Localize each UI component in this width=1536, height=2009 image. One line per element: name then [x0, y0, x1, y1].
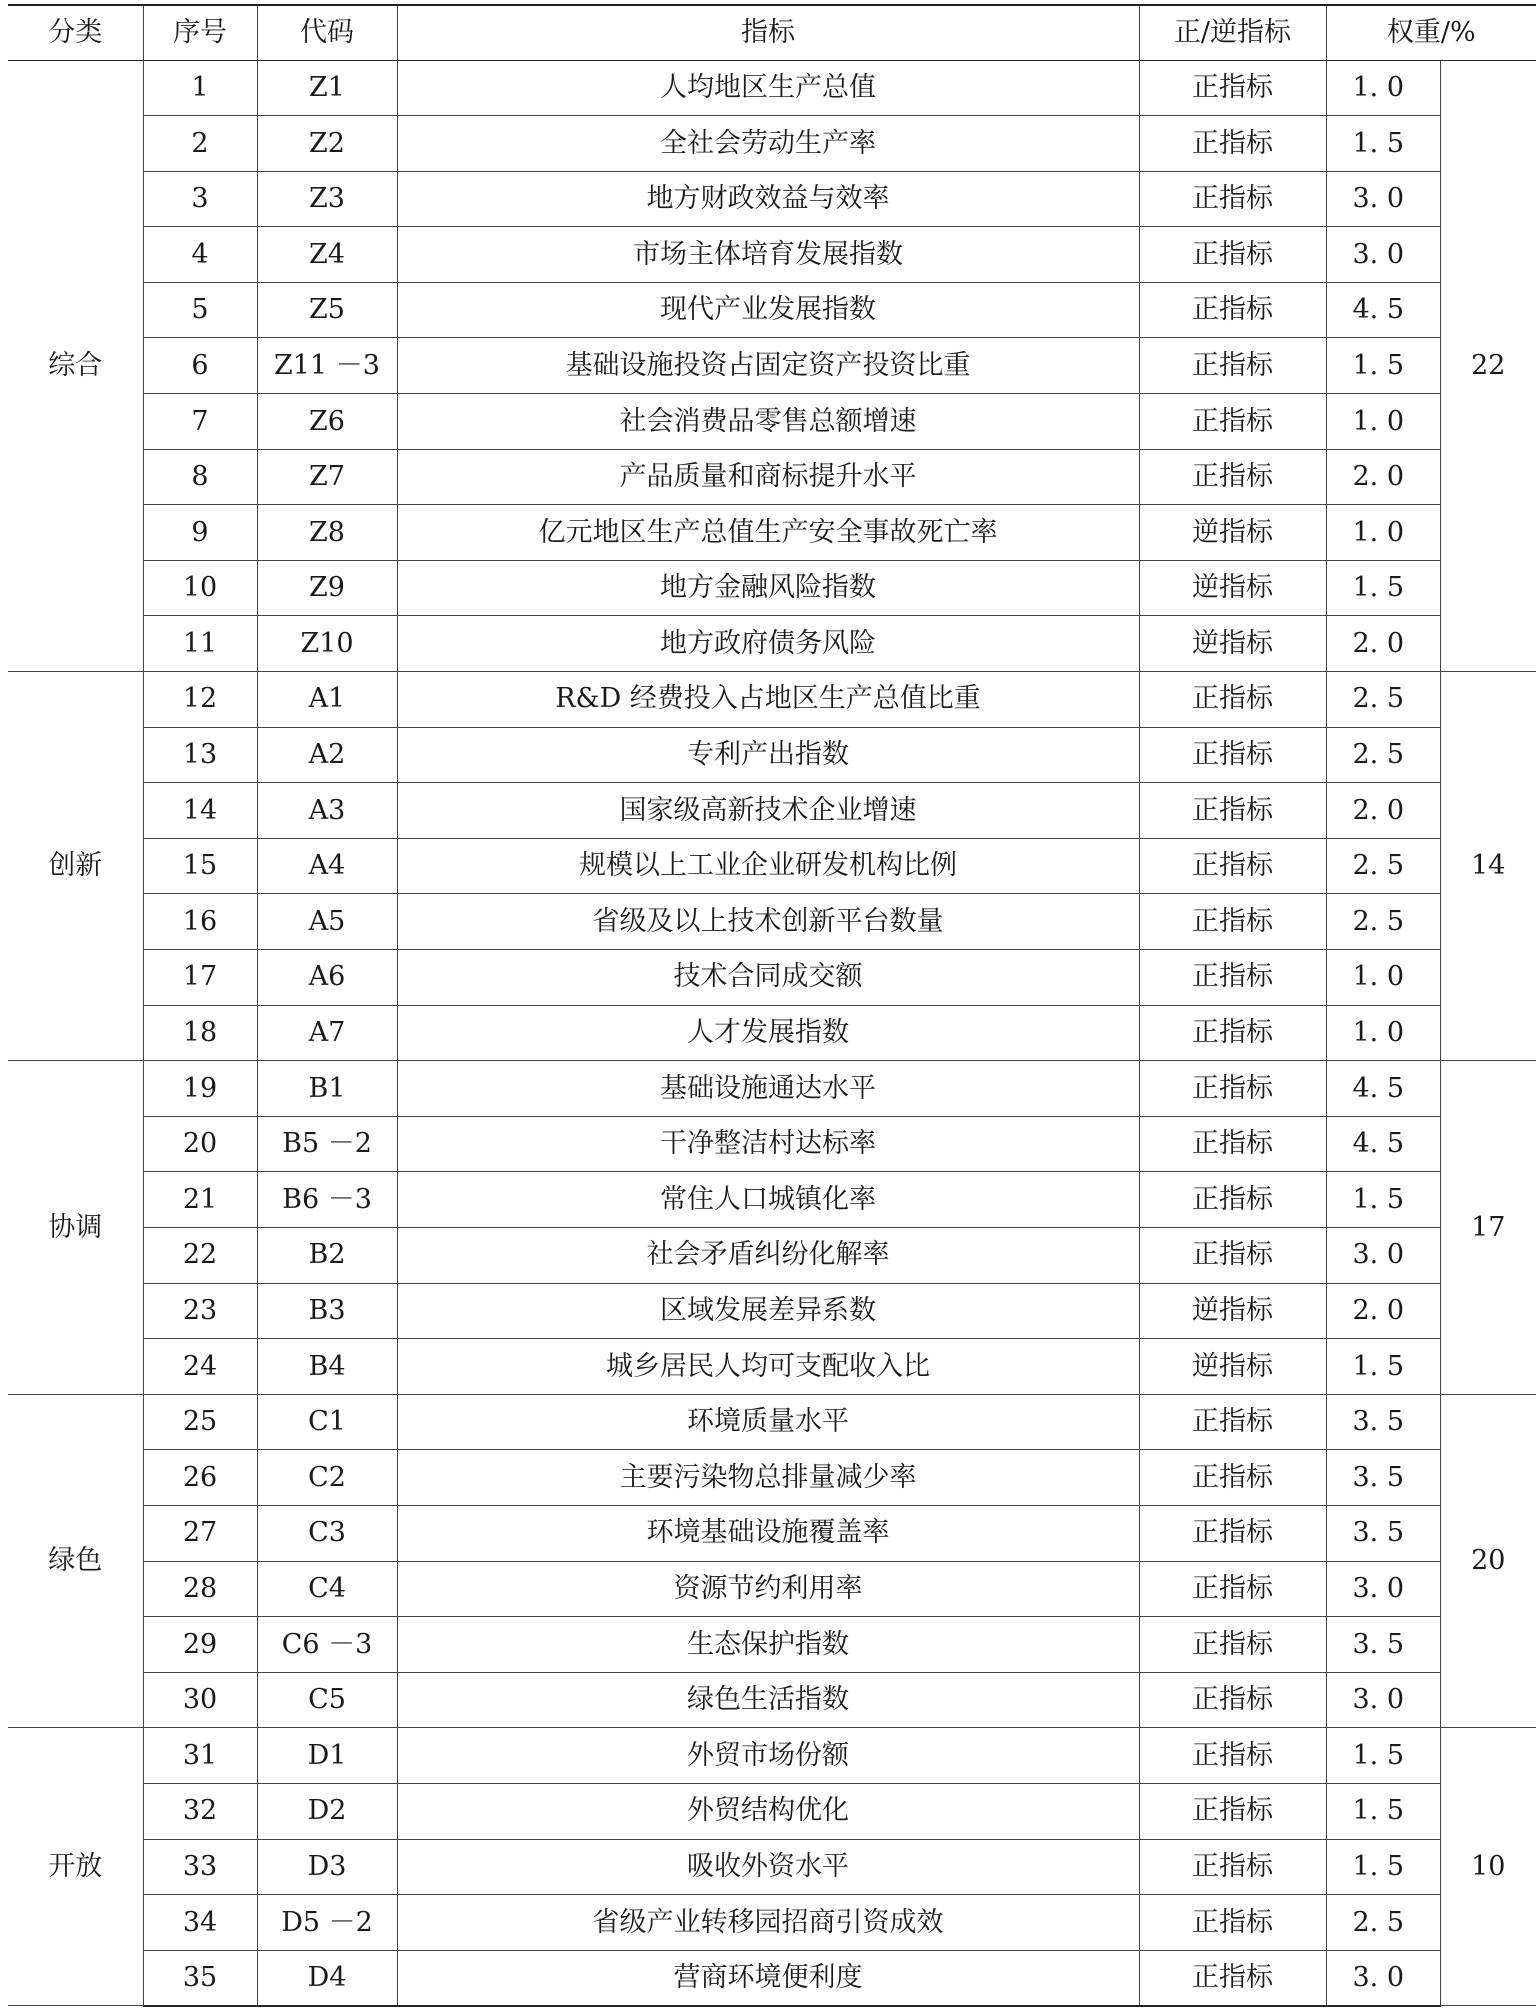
header-weight: 权重/%: [1326, 5, 1536, 60]
direction-cell: 正指标: [1139, 1116, 1326, 1172]
direction-cell: 正指标: [1139, 1617, 1326, 1673]
header-code: 代码: [257, 5, 397, 60]
indicator-name-cell: 区域发展差异系数: [397, 1283, 1139, 1339]
table-row: [8, 505, 1536, 561]
indicator-name-cell: 国家级高新技术企业增速: [397, 783, 1139, 839]
direction-cell: 正指标: [1139, 116, 1326, 172]
header-direction: 正/逆指标: [1139, 5, 1326, 60]
index-cell: 12: [143, 672, 257, 728]
direction-cell: 正指标: [1139, 1505, 1326, 1561]
weight-cell: 2. 0: [1326, 1283, 1440, 1339]
table-row: [8, 1839, 1536, 1895]
index-cell: 35: [143, 1950, 257, 2006]
code-cell: Z3: [257, 171, 397, 227]
index-cell: 16: [143, 894, 257, 950]
index-cell: 29: [143, 1617, 257, 1673]
code-cell: Z9: [257, 560, 397, 616]
index-cell: 23: [143, 1283, 257, 1339]
index-cell: 27: [143, 1505, 257, 1561]
index-cell: 26: [143, 1450, 257, 1506]
weight-cell: 4. 5: [1326, 282, 1440, 338]
code-cell: C6 －3: [257, 1617, 397, 1673]
weight-cell: 1. 5: [1326, 560, 1440, 616]
indicator-name-cell: 社会矛盾纠纷化解率: [397, 1227, 1139, 1283]
code-cell: Z1: [257, 60, 397, 116]
code-cell: Z5: [257, 282, 397, 338]
direction-cell: 正指标: [1139, 1005, 1326, 1061]
category-total-cell: 17: [1440, 1061, 1536, 1395]
category-total-cell: 14: [1440, 672, 1536, 1061]
direction-cell: 正指标: [1139, 282, 1326, 338]
table-row: [8, 1227, 1536, 1283]
indicator-name-cell: 市场主体培育发展指数: [397, 227, 1139, 283]
index-cell: 21: [143, 1172, 257, 1228]
weight-cell: 2. 5: [1326, 894, 1440, 950]
indicator-name-cell: 资源节约利用率: [397, 1561, 1139, 1617]
category-total-cell: 20: [1440, 1394, 1536, 1728]
direction-cell: 正指标: [1139, 171, 1326, 227]
table-row: [8, 783, 1536, 839]
direction-cell: 正指标: [1139, 1728, 1326, 1784]
indicator-name-cell: 环境基础设施覆盖率: [397, 1505, 1139, 1561]
table-row: [8, 838, 1536, 894]
category-cell: 绿色: [8, 1394, 143, 1728]
indicator-name-cell: 主要污染物总排量减少率: [397, 1450, 1139, 1506]
indicator-name-cell: 干净整洁村达标率: [397, 1116, 1139, 1172]
weight-cell: 1. 0: [1326, 394, 1440, 450]
weight-cell: 4. 5: [1326, 1116, 1440, 1172]
indicator-name-cell: 规模以上工业企业研发机构比例: [397, 838, 1139, 894]
indicator-name-cell: 营商环境便利度: [397, 1950, 1139, 2006]
weight-cell: 4. 5: [1326, 1061, 1440, 1117]
table-row: [8, 1061, 1536, 1117]
table-row: [8, 1895, 1536, 1951]
table-row: [8, 1283, 1536, 1339]
indicator-name-cell: 社会消费品零售总额增速: [397, 394, 1139, 450]
weight-cell: 3. 0: [1326, 1561, 1440, 1617]
weight-cell: 1. 5: [1326, 116, 1440, 172]
code-cell: B6 －3: [257, 1172, 397, 1228]
index-cell: 32: [143, 1783, 257, 1839]
weight-cell: 1. 5: [1326, 1839, 1440, 1895]
code-cell: Z8: [257, 505, 397, 561]
indicator-name-cell: 外贸市场份额: [397, 1728, 1139, 1784]
direction-cell: 正指标: [1139, 1950, 1326, 2006]
weight-cell: 2. 5: [1326, 1895, 1440, 1951]
direction-cell: 逆指标: [1139, 505, 1326, 561]
table-row: [8, 282, 1536, 338]
weight-cell: 1. 5: [1326, 1172, 1440, 1228]
index-cell: 6: [143, 338, 257, 394]
direction-cell: 逆指标: [1139, 1283, 1326, 1339]
direction-cell: 正指标: [1139, 227, 1326, 283]
weight-cell: 3. 5: [1326, 1394, 1440, 1450]
code-cell: A5: [257, 894, 397, 950]
index-cell: 31: [143, 1728, 257, 1784]
direction-cell: 正指标: [1139, 783, 1326, 839]
code-cell: D5 －2: [257, 1895, 397, 1951]
header-row: [8, 5, 1536, 60]
weight-cell: 3. 5: [1326, 1617, 1440, 1673]
index-cell: 7: [143, 394, 257, 450]
category-cell: 协调: [8, 1061, 143, 1395]
table-row: [8, 449, 1536, 505]
table-row: [8, 672, 1536, 728]
direction-cell: 正指标: [1139, 60, 1326, 116]
index-cell: 3: [143, 171, 257, 227]
table-row: [8, 1561, 1536, 1617]
direction-cell: 正指标: [1139, 1450, 1326, 1506]
weight-cell: 3. 5: [1326, 1505, 1440, 1561]
table-row: [8, 1172, 1536, 1228]
header-indicator: 指标: [397, 5, 1139, 60]
table-row: [8, 1005, 1536, 1061]
code-cell: Z6: [257, 394, 397, 450]
direction-cell: 正指标: [1139, 1672, 1326, 1728]
weight-cell: 3. 0: [1326, 227, 1440, 283]
direction-cell: 正指标: [1139, 838, 1326, 894]
indicator-table: [8, 4, 1536, 2007]
indicator-name-cell: 环境质量水平: [397, 1394, 1139, 1450]
weight-cell: 2. 5: [1326, 672, 1440, 728]
table-row: [8, 116, 1536, 172]
header-index: 序号: [143, 5, 257, 60]
weight-cell: 1. 0: [1326, 60, 1440, 116]
weight-cell: 3. 0: [1326, 1227, 1440, 1283]
direction-cell: 正指标: [1139, 672, 1326, 728]
weight-cell: 3. 0: [1326, 1950, 1440, 2006]
code-cell: Z2: [257, 116, 397, 172]
indicator-name-cell: 常住人口城镇化率: [397, 1172, 1139, 1228]
code-cell: C2: [257, 1450, 397, 1506]
index-cell: 10: [143, 560, 257, 616]
indicator-name-cell: 基础设施投资占固定资产投资比重: [397, 338, 1139, 394]
index-cell: 4: [143, 227, 257, 283]
indicator-name-cell: 技术合同成交额: [397, 950, 1139, 1006]
index-cell: 9: [143, 505, 257, 561]
category-cell: 开放: [8, 1728, 143, 2006]
table-row: [8, 338, 1536, 394]
indicator-name-cell: 现代产业发展指数: [397, 282, 1139, 338]
code-cell: Z7: [257, 449, 397, 505]
table-row: [8, 171, 1536, 227]
table-row: [8, 60, 1536, 116]
code-cell: C5: [257, 1672, 397, 1728]
indicator-name-cell: 亿元地区生产总值生产安全事故死亡率: [397, 505, 1139, 561]
direction-cell: 正指标: [1139, 727, 1326, 783]
index-cell: 30: [143, 1672, 257, 1728]
table-row: [8, 1783, 1536, 1839]
direction-cell: 正指标: [1139, 1227, 1326, 1283]
index-cell: 14: [143, 783, 257, 839]
direction-cell: 正指标: [1139, 1061, 1326, 1117]
table-row: [8, 394, 1536, 450]
code-cell: A7: [257, 1005, 397, 1061]
index-cell: 1: [143, 60, 257, 116]
table-body: [8, 60, 1536, 2006]
index-cell: 8: [143, 449, 257, 505]
weight-cell: 1. 5: [1326, 1783, 1440, 1839]
indicator-name-cell: 绿色生活指数: [397, 1672, 1139, 1728]
weight-cell: 1. 5: [1326, 338, 1440, 394]
table-row: [8, 950, 1536, 1006]
category-total-cell: 22: [1440, 60, 1536, 672]
indicator-name-cell: 产品质量和商标提升水平: [397, 449, 1139, 505]
index-cell: 18: [143, 1005, 257, 1061]
direction-cell: 正指标: [1139, 394, 1326, 450]
weight-cell: 3. 0: [1326, 1672, 1440, 1728]
direction-cell: 逆指标: [1139, 560, 1326, 616]
direction-cell: 正指标: [1139, 1895, 1326, 1951]
direction-cell: 正指标: [1139, 1394, 1326, 1450]
indicator-name-cell: 基础设施通达水平: [397, 1061, 1139, 1117]
table-row: [8, 1450, 1536, 1506]
table-row: [8, 894, 1536, 950]
table-row: [8, 1728, 1536, 1784]
indicator-name-cell: R&D 经费投入占地区生产总值比重: [397, 672, 1139, 728]
table-row: [8, 1339, 1536, 1395]
direction-cell: 正指标: [1139, 1783, 1326, 1839]
index-cell: 13: [143, 727, 257, 783]
code-cell: A6: [257, 950, 397, 1006]
weight-cell: 2. 0: [1326, 616, 1440, 672]
index-cell: 17: [143, 950, 257, 1006]
weight-cell: 1. 0: [1326, 1005, 1440, 1061]
index-cell: 20: [143, 1116, 257, 1172]
index-cell: 34: [143, 1895, 257, 1951]
index-cell: 25: [143, 1394, 257, 1450]
weight-cell: 1. 0: [1326, 505, 1440, 561]
code-cell: D3: [257, 1839, 397, 1895]
indicator-name-cell: 全社会劳动生产率: [397, 116, 1139, 172]
weight-cell: 2. 0: [1326, 449, 1440, 505]
index-cell: 24: [143, 1339, 257, 1395]
weight-cell: 1. 0: [1326, 950, 1440, 1006]
direction-cell: 正指标: [1139, 950, 1326, 1006]
index-cell: 28: [143, 1561, 257, 1617]
code-cell: B4: [257, 1339, 397, 1395]
table-row: [8, 227, 1536, 283]
indicator-name-cell: 地方政府债务风险: [397, 616, 1139, 672]
code-cell: D1: [257, 1728, 397, 1784]
indicator-name-cell: 人均地区生产总值: [397, 60, 1139, 116]
code-cell: A3: [257, 783, 397, 839]
index-cell: 33: [143, 1839, 257, 1895]
direction-cell: 正指标: [1139, 449, 1326, 505]
direction-cell: 正指标: [1139, 894, 1326, 950]
code-cell: A1: [257, 672, 397, 728]
table-row: [8, 1116, 1536, 1172]
weight-cell: 2. 5: [1326, 727, 1440, 783]
indicator-name-cell: 省级及以上技术创新平台数量: [397, 894, 1139, 950]
code-cell: D2: [257, 1783, 397, 1839]
index-cell: 2: [143, 116, 257, 172]
direction-cell: 正指标: [1139, 338, 1326, 394]
indicator-name-cell: 生态保护指数: [397, 1617, 1139, 1673]
code-cell: B3: [257, 1283, 397, 1339]
indicator-name-cell: 省级产业转移园招商引资成效: [397, 1895, 1139, 1951]
weight-cell: 3. 0: [1326, 171, 1440, 227]
indicator-name-cell: 专利产出指数: [397, 727, 1139, 783]
table-row: [8, 1617, 1536, 1673]
code-cell: C1: [257, 1394, 397, 1450]
indicator-name-cell: 吸收外资水平: [397, 1839, 1139, 1895]
weight-cell: 1. 5: [1326, 1728, 1440, 1784]
code-cell: B2: [257, 1227, 397, 1283]
direction-cell: 正指标: [1139, 1172, 1326, 1228]
indicator-name-cell: 地方财政效益与效率: [397, 171, 1139, 227]
indicator-name-cell: 城乡居民人均可支配收入比: [397, 1339, 1139, 1395]
code-cell: Z4: [257, 227, 397, 283]
weight-cell: 2. 5: [1326, 838, 1440, 894]
code-cell: D4: [257, 1950, 397, 2006]
code-cell: Z11 －3: [257, 338, 397, 394]
code-cell: C3: [257, 1505, 397, 1561]
table-row: [8, 1672, 1536, 1728]
header-category: 分类: [8, 5, 143, 60]
code-cell: C4: [257, 1561, 397, 1617]
index-cell: 11: [143, 616, 257, 672]
index-cell: 19: [143, 1061, 257, 1117]
weight-cell: 3. 5: [1326, 1450, 1440, 1506]
code-cell: B1: [257, 1061, 397, 1117]
table-row: [8, 1505, 1536, 1561]
code-cell: Z10: [257, 616, 397, 672]
weight-cell: 2. 0: [1326, 783, 1440, 839]
table-row: [8, 616, 1536, 672]
indicator-name-cell: 地方金融风险指数: [397, 560, 1139, 616]
category-total-cell: 10: [1440, 1728, 1536, 2006]
table-row: [8, 560, 1536, 616]
index-cell: 5: [143, 282, 257, 338]
direction-cell: 正指标: [1139, 1839, 1326, 1895]
category-cell: 创新: [8, 672, 143, 1061]
table-row: [8, 727, 1536, 783]
code-cell: B5 －2: [257, 1116, 397, 1172]
index-cell: 15: [143, 838, 257, 894]
direction-cell: 逆指标: [1139, 1339, 1326, 1395]
index-cell: 22: [143, 1227, 257, 1283]
category-cell: 综合: [8, 60, 143, 672]
code-cell: A4: [257, 838, 397, 894]
weight-cell: 1. 5: [1326, 1339, 1440, 1395]
indicator-name-cell: 外贸结构优化: [397, 1783, 1139, 1839]
indicator-name-cell: 人才发展指数: [397, 1005, 1139, 1061]
table-row: [8, 1950, 1536, 2006]
code-cell: A2: [257, 727, 397, 783]
direction-cell: 逆指标: [1139, 616, 1326, 672]
direction-cell: 正指标: [1139, 1561, 1326, 1617]
table-row: [8, 1394, 1536, 1450]
